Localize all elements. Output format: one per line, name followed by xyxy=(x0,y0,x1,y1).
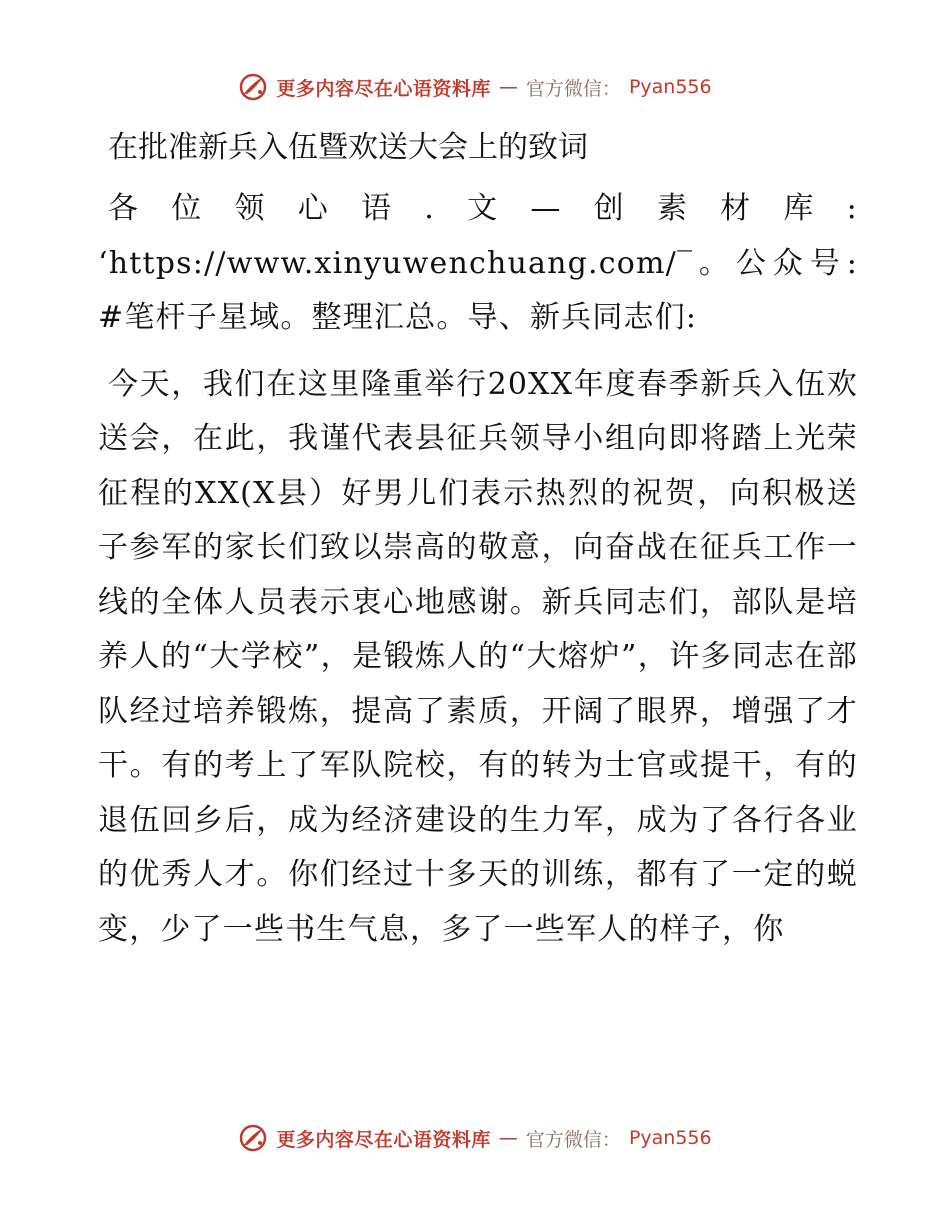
banner-main-text: 更多内容尽在心语资料库 xyxy=(276,77,491,100)
footer-banner xyxy=(0,1123,950,1153)
footer-main-text: 更多内容尽在心语资料库 xyxy=(276,1128,491,1151)
quill-pen-logo-icon xyxy=(238,1123,268,1153)
body-paragraph: 今天，我们在这里隆重举行20XX年度春季新兵入伍欢送会，在此，我谨代表县征兵领导小组向即将踏上光荣征程的XX(X县）好男儿们表示热烈的祝贺，向积极送子参军的家长们致以崇高的敬意，向奋战在征兵工作一线的全体人员表示衷心地感谢。新兵同志们，部队是培养人的“大学校”，是锻炼人的“大熔炉”，许多同志在部队经过培养锻炼，提高了素质，开阔了眼界，增强了才干。有的考上了军队院校，有的转为士官或提干，有的退伍回乡后，成为经济建设的生力军，成为了各行各业的优秀人才。你们经过十多天的训练，都有了一定的蜕变，少了一些书生气息，多了一些军人的样子，你 xyxy=(98,366,858,947)
salutation-paragraph: 各位领心语.文—创素材库: ‘https://www.xinyuwenchuang.com/‾。公众号: #笔杆子星域。整理汇总。导、新兵同志们: xyxy=(98,191,858,335)
banner-dash: — xyxy=(498,76,518,98)
quill-pen-logo-icon xyxy=(238,72,268,102)
banner-wechat-handle: Pyan556 xyxy=(628,76,712,98)
banner-sub-text: 官方微信： xyxy=(525,77,621,100)
document-body xyxy=(98,118,858,957)
document-title: 在批准新兵入伍暨欢送大会上的致词 xyxy=(108,130,588,165)
footer-dash: — xyxy=(498,1127,518,1149)
footer-wechat-handle: Pyan556 xyxy=(628,1127,712,1149)
header-banner xyxy=(0,72,950,102)
footer-sub-text: 官方微信： xyxy=(525,1128,621,1151)
